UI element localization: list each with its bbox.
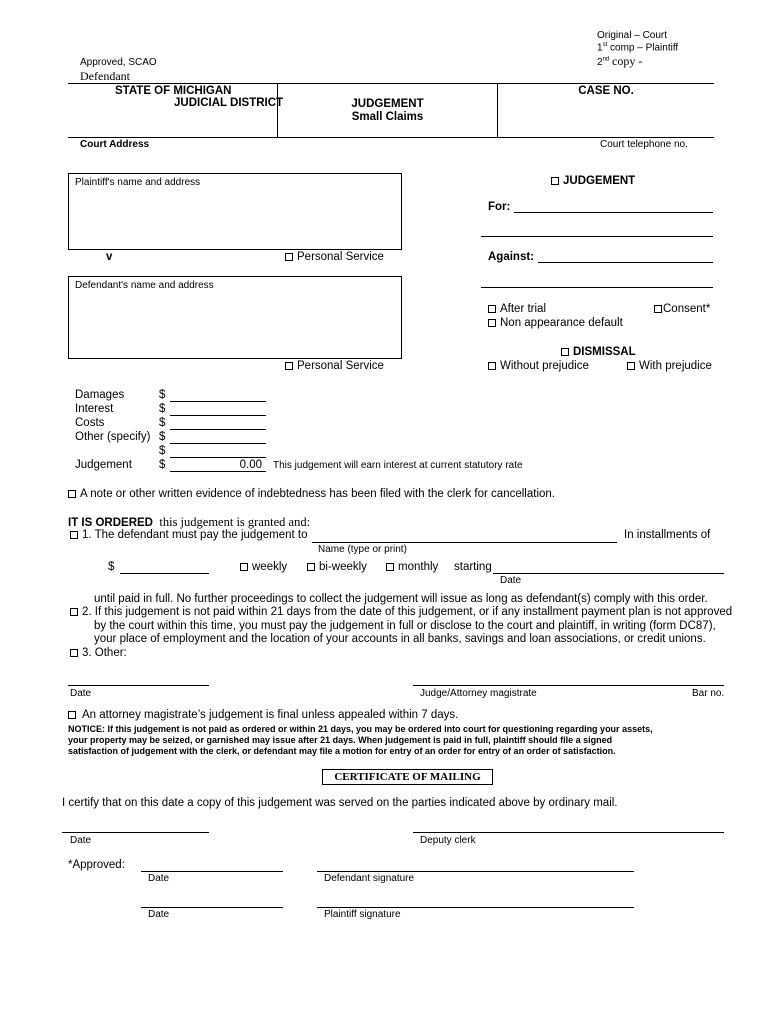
currency-symbol: $ [159, 431, 166, 443]
for-label: For: [488, 201, 511, 213]
item2-option[interactable]: 2. If this judgement is not paid within 21 days from the date of this judgement, or if any installment payment plan is not approved [70, 606, 732, 618]
judgement-total-value[interactable]: 0.00 [239, 459, 262, 471]
damages-label: Damages [75, 389, 125, 401]
approved-date-field-2[interactable] [141, 907, 283, 908]
currency-symbol: $ [159, 403, 166, 415]
without-prejudice-option[interactable]: Without prejudice [488, 360, 589, 372]
damages-field[interactable] [170, 401, 266, 402]
other-field[interactable] [170, 443, 266, 444]
certificate-text: I certify that on this date a copy of this judgement was served on the parties indicated above by ordinary mail. [62, 797, 618, 809]
deputy-clerk-field[interactable] [413, 832, 724, 833]
weekly-option[interactable]: weekly [240, 561, 287, 573]
approved-date-field-1[interactable] [141, 871, 283, 872]
name-caption: Name (type or print) [318, 544, 407, 555]
biweekly-option[interactable]: bi-weekly [307, 561, 367, 573]
starting-label: starting [454, 561, 492, 573]
against-field-line2[interactable] [481, 287, 713, 288]
dismissal-option[interactable]: DISMISSAL [561, 346, 636, 358]
against-field[interactable] [538, 262, 713, 263]
bar-number-caption: Bar no. [692, 688, 725, 699]
item2-line3: your place of employment and the location of your accounts in all banks, savings and loan associations, or credit unions. [94, 633, 706, 645]
checkbox-icon[interactable] [488, 319, 496, 327]
currency-symbol: $ [159, 389, 166, 401]
approved-date-caption-1: Date [148, 873, 170, 884]
non-appearance-option[interactable]: Non appearance default [488, 317, 623, 329]
deputy-clerk-caption: Deputy clerk [420, 835, 476, 846]
routing-first-copy: 1st comp – Plaintiff [597, 42, 679, 54]
judgement-total-field[interactable] [170, 471, 266, 472]
monthly-option[interactable]: monthly [386, 561, 438, 573]
plaintiff-box[interactable] [68, 173, 402, 250]
payee-name-field[interactable] [312, 542, 617, 543]
currency-symbol: $ [159, 445, 166, 457]
judgement-date-field[interactable] [68, 685, 209, 686]
checkbox-icon[interactable] [285, 253, 293, 261]
note-evidence-option[interactable]: A note or other written evidence of indebtedness has been filed with the clerk for cancellation. [68, 488, 555, 500]
checkbox-icon[interactable] [627, 362, 635, 370]
certificate-title-box [322, 769, 493, 785]
plaintiff-signature-field[interactable] [317, 907, 634, 908]
certificate-title: CERTIFICATE OF MAILING [334, 771, 481, 783]
routing-original: Original – Court [597, 30, 668, 41]
checkbox-icon[interactable] [488, 362, 496, 370]
ordered-heading: IT IS ORDERED this judgement is granted and: [68, 515, 311, 529]
item2-line2: by the court within this time, you must pay the judgement in full or disclose to the court and plaintiff, in writing (form DC87), [94, 620, 716, 632]
approved-label: *Approved: [68, 859, 125, 871]
approved-scao: Approved, SCAO [80, 57, 157, 68]
defendant-signature-caption: Defendant signature [324, 873, 415, 884]
judge-caption: Judge/Attorney magistrate [420, 688, 537, 699]
checkbox-icon[interactable] [70, 531, 78, 539]
interest-label: Interest [75, 403, 114, 415]
plaintiff-label: Plaintiff's name and address [75, 177, 201, 188]
extra-field[interactable] [170, 457, 266, 458]
versus-label: v [106, 251, 113, 263]
form-subtitle: Small Claims [351, 111, 424, 123]
header-bottom-rule [68, 137, 714, 138]
installment-currency: $ [108, 561, 115, 573]
installment-amount-field[interactable] [120, 573, 209, 574]
item1-option[interactable]: 1. The defendant must pay the judgement to [70, 529, 307, 541]
currency-symbol: $ [159, 459, 166, 471]
costs-field[interactable] [170, 429, 266, 430]
personal-service-defendant[interactable]: Personal Service [285, 360, 384, 372]
defendant-header-label: Defendant [80, 69, 130, 83]
mailing-date-field[interactable] [62, 832, 209, 833]
plaintiff-signature-caption: Plaintiff signature [324, 909, 401, 920]
checkbox-icon[interactable] [285, 362, 293, 370]
checkbox-icon[interactable] [240, 563, 248, 571]
court-address-label: Court Address [80, 139, 150, 150]
for-field-line2[interactable] [481, 236, 713, 237]
judgement-option[interactable]: JUDGEMENT [551, 175, 635, 187]
routing-second-copy: 2nd copy - [597, 54, 643, 68]
checkbox-icon[interactable] [386, 563, 394, 571]
checkbox-icon[interactable] [561, 348, 569, 356]
checkbox-icon[interactable] [70, 649, 78, 657]
defendant-label: Defendant's name and address [75, 280, 214, 291]
with-prejudice-option[interactable]: With prejudice [627, 360, 712, 372]
mailing-date-caption: Date [70, 835, 92, 846]
other-label: Other (specify) [75, 431, 151, 443]
until-paid-text: until paid in full. No further proceedings to collect the judgement will issue as long as defendant(s) comply with this order. [94, 593, 708, 605]
notice-line-1: NOTICE: If this judgement is not paid as ordered or within 21 days, you may be ordered into court for questioning regarding your assets, [68, 724, 653, 734]
court-telephone-label: Court telephone no. [600, 139, 688, 150]
header-top-rule [68, 83, 714, 84]
checkbox-icon[interactable] [551, 177, 559, 185]
after-trial-option[interactable]: After trial [488, 303, 546, 315]
approved-date-caption-2: Date [148, 909, 170, 920]
starting-date-field[interactable] [493, 573, 724, 574]
magistrate-note-option[interactable]: An attorney magistrate’s judgement is final unless appealed within 7 days. [68, 709, 458, 721]
interest-note: This judgement will earn interest at current statutory rate [273, 460, 523, 471]
item3-option[interactable]: 3. Other: [70, 647, 127, 659]
currency-symbol: $ [159, 417, 166, 429]
date-caption: Date [70, 688, 92, 699]
interest-field[interactable] [170, 415, 266, 416]
for-field[interactable] [514, 212, 713, 213]
checkbox-icon[interactable] [654, 305, 662, 313]
notice-line-3: satisfaction of judgement with the clerk, or defendant may file a motion for entry of an order for entry of an order of satisfaction. [68, 746, 616, 756]
against-label: Against: [488, 251, 534, 263]
starting-date-caption: Date [500, 575, 522, 586]
consent-option[interactable]: Consent* [654, 303, 710, 315]
checkbox-icon[interactable] [307, 563, 315, 571]
checkbox-icon[interactable] [70, 608, 78, 616]
checkbox-icon[interactable] [68, 711, 76, 719]
notice-line-2: your property may be seized, or garnished may issue after 21 days. When judgement is paid in full, plaintiff should file a signed [68, 735, 613, 745]
state-label: STATE OF MICHIGAN [115, 85, 232, 97]
judge-signature-field[interactable] [413, 685, 724, 686]
costs-label: Costs [75, 417, 105, 429]
judgement-total-label: Judgement [75, 459, 132, 471]
installments-label: In installments of [624, 529, 711, 541]
case-number-label: CASE NO. [578, 85, 634, 97]
defendant-box[interactable] [68, 276, 402, 359]
personal-service-plaintiff[interactable]: Personal Service [285, 251, 384, 263]
form-title: JUDGEMENT [351, 98, 424, 110]
checkbox-icon[interactable] [68, 490, 76, 498]
checkbox-icon[interactable] [488, 305, 496, 313]
district-label: JUDICIAL DISTRICT [174, 97, 284, 109]
defendant-signature-field[interactable] [317, 871, 634, 872]
